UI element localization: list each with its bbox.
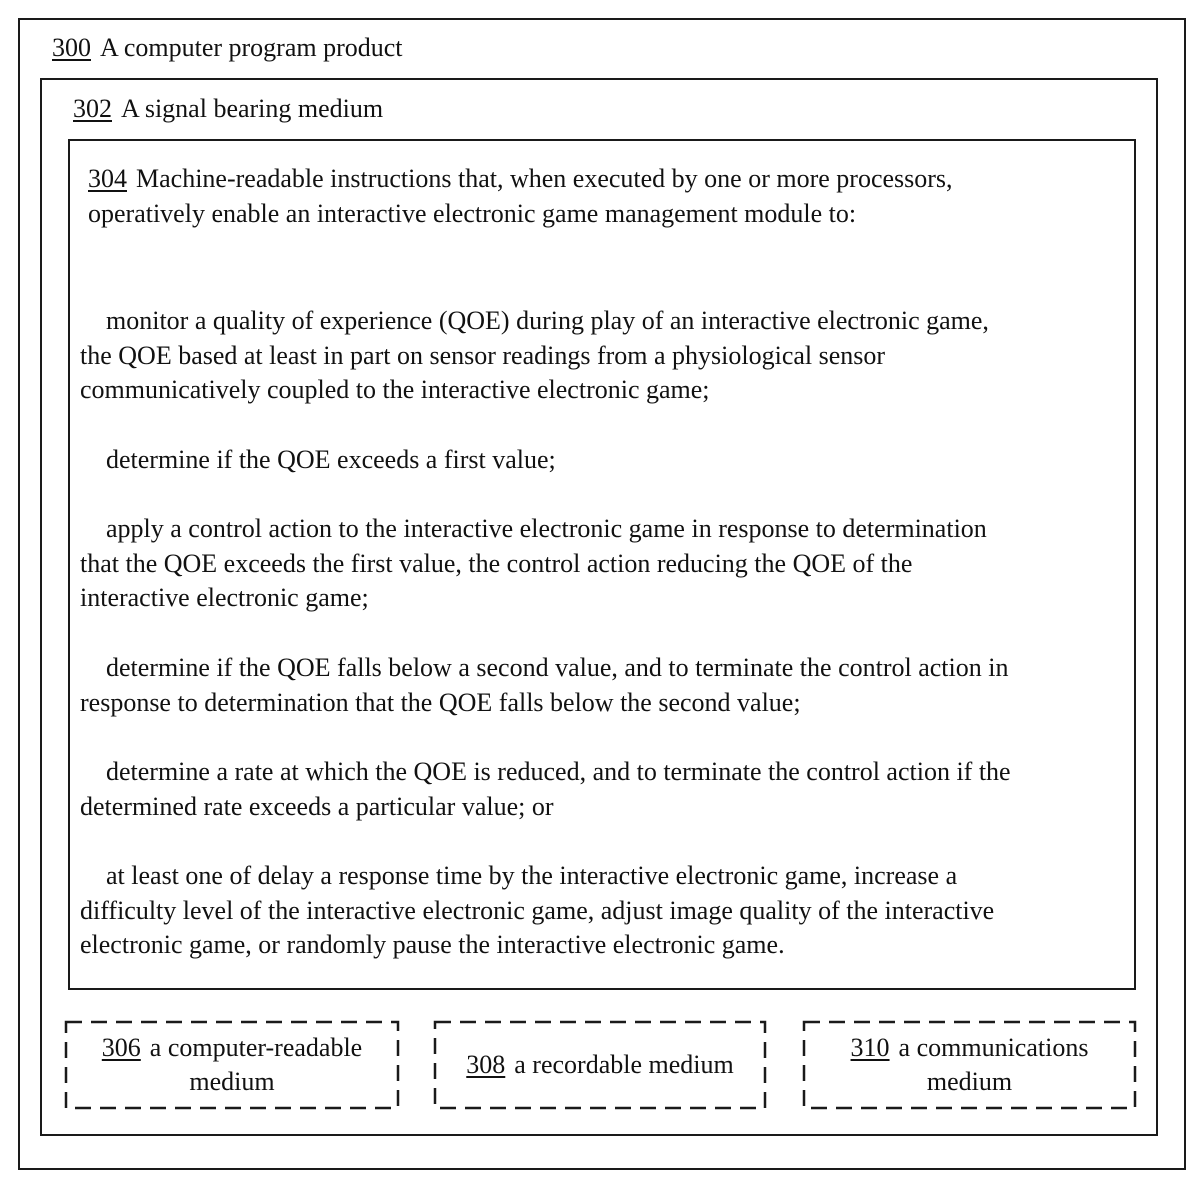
recordable-medium-box bbox=[434, 1021, 766, 1109]
signal-bearing-medium-label bbox=[73, 94, 383, 124]
instruction-item-monitor-qoe: monitor a quality of experience (QOE) during play of an interactive electronic game, the QOE based at least in part on sensor readings from a physiological sensor communicatively coupled to the interactive electronic game; bbox=[80, 304, 989, 408]
ref-number-310: 310 bbox=[851, 1033, 890, 1062]
intro-line-1: Machine-readable instructions that, when executed by one or more processors, bbox=[136, 164, 953, 193]
communications-medium-label bbox=[851, 1031, 1089, 1099]
media-line-2: medium bbox=[927, 1067, 1012, 1096]
instructions-intro bbox=[88, 162, 953, 231]
instruction-item-falls-below-second-value: determine if the QOE falls below a second value, and to terminate the control action in response to determination that the QOE falls below the second value; bbox=[80, 651, 1008, 720]
media-line-1: a computer-readable bbox=[150, 1033, 362, 1062]
instruction-item-game-adjustments: at least one of delay a response time by the interactive electronic game, increase a difficulty level of the interactive electronic game, adjust image quality of the interactive electronic game, or randomly pause the interactive electronic game. bbox=[80, 859, 994, 963]
instruction-item-exceeds-first-value: determine if the QOE exceeds a first value; bbox=[80, 443, 556, 478]
recordable-medium-label bbox=[466, 1048, 733, 1082]
computer-readable-medium-box bbox=[65, 1021, 399, 1109]
computer-program-product-label bbox=[52, 33, 403, 63]
ref-number-302: 302 bbox=[73, 94, 112, 123]
ref-number-306: 306 bbox=[102, 1033, 141, 1062]
instruction-item-rate-of-reduction: determine a rate at which the QOE is reduced, and to terminate the control action if the determined rate exceeds a particular value; or bbox=[80, 755, 1011, 824]
product-title: A computer program product bbox=[100, 33, 403, 62]
computer-readable-medium-label bbox=[102, 1031, 362, 1099]
ref-number-308: 308 bbox=[466, 1050, 505, 1079]
ref-number-304: 304 bbox=[88, 164, 127, 193]
intro-line-2: operatively enable an interactive electronic game management module to: bbox=[88, 199, 856, 228]
ref-number-300: 300 bbox=[52, 33, 91, 62]
communications-medium-box bbox=[803, 1021, 1136, 1109]
medium-title: A signal bearing medium bbox=[121, 94, 383, 123]
media-line-1: a recordable medium bbox=[514, 1050, 733, 1079]
media-line-1: a communications bbox=[899, 1033, 1089, 1062]
media-line-2: medium bbox=[189, 1067, 274, 1096]
instruction-item-apply-control-action: apply a control action to the interactive electronic game in response to determination that the QOE exceeds the first value, the control action reducing the QOE of the interactive electronic game; bbox=[80, 512, 987, 616]
